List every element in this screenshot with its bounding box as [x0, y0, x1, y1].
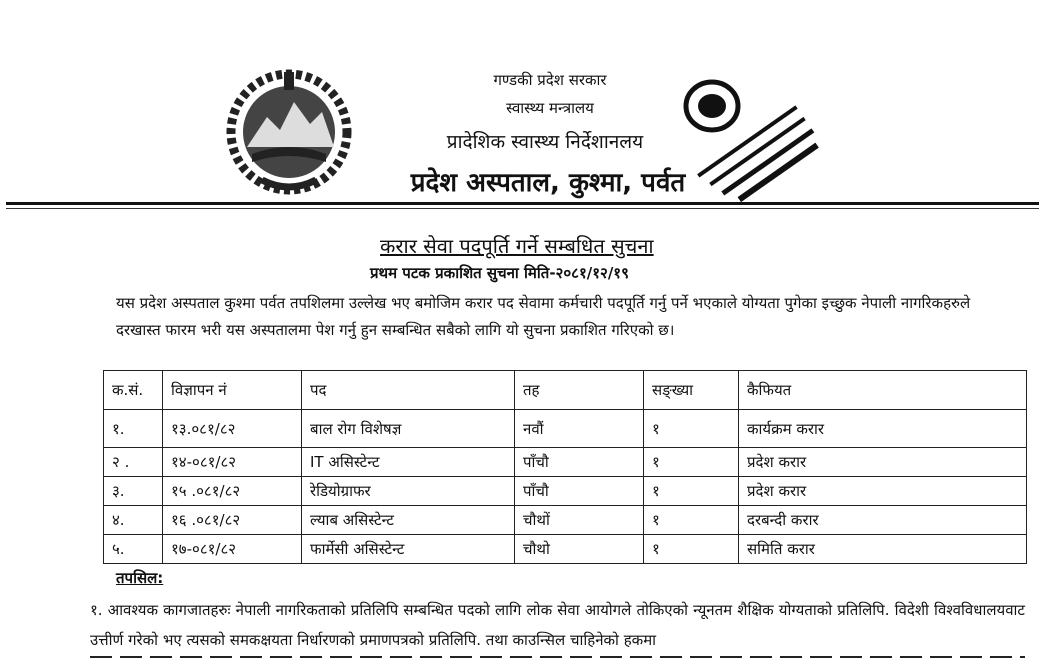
requirements-paragraph: १. आवश्यक कागजातहरुः नेपाली नागरिकताको प्रतिलिपि सम्बन्धित पदको लागि लोक सेवा आयोगले तोकिएको न्यूनतम शैक्षिक योग्यताको प्रतिलिपि. विदेशी विश्वविधालयवाट उत्तीर्ण गरेको भए त्यसको समकक्षयता निर्धारणको प्रमाणपत्रको प्रतिलिपि. तथा काउन्सिल चाहिनेको हकमा — [90, 601, 1025, 649]
vacancy-table — [103, 370, 1027, 564]
ministry-name: स्वास्थ्य मन्त्रालय — [506, 99, 594, 117]
cell-ad-no: १३.०८१/८२ — [163, 410, 302, 448]
cell-sn: ४. — [104, 506, 163, 535]
cell-ad-no: १४-०८१/८२ — [163, 448, 302, 477]
cell-count: १ — [644, 448, 739, 477]
table-row — [104, 477, 1027, 506]
notice-title: करार सेवा पदपूर्ति गर्ने सम्बधित सुचना — [380, 234, 654, 258]
cell-count: १ — [644, 477, 739, 506]
cell-remarks: कार्यक्रम करार — [739, 410, 1027, 448]
cell-remarks: समिति करार — [739, 535, 1027, 564]
col-ad-no: विज्ञापन नं — [163, 371, 302, 410]
header-rule-thin — [6, 208, 1039, 209]
hospital-name: प्रदेश अस्पताल, कुश्मा, पर्वत — [410, 168, 686, 198]
cell-post: IT असिस्टेन्ट — [302, 448, 515, 477]
cell-post: ल्याब असिस्टेन्ट — [302, 506, 515, 535]
notice-intro: यस प्रदेश अस्पताल कुश्मा पर्वत तपशिलमा उल्लेख भए बमोजिम करार पद सेवामा कर्मचारी पदपूर्ति गर्नु पर्ने भएकाले योग्यता पुगेका इच्छुक नेपाली नागरिकहरुले दरखास्त फारम भरी यस अस्पतालमा पेश गर्नु हुन सम्बन्धित सबैको लागि यो सुचना प्रकाशित गरिएको छ। — [116, 294, 971, 339]
cell-level: चौथो — [515, 535, 644, 564]
cell-remarks: प्रदेश करार — [739, 448, 1027, 477]
cell-level: पाँचौ — [515, 477, 644, 506]
tapasil-heading: तपसिल: — [116, 569, 164, 587]
table-header-row — [104, 371, 1027, 410]
cell-sn: २ . — [104, 448, 163, 477]
cell-level: पाँचौ — [515, 448, 644, 477]
cell-count: १ — [644, 535, 739, 564]
gov-name: गण्डकी प्रदेश सरकार — [493, 71, 607, 89]
nepal-emblem-icon — [222, 62, 357, 197]
cell-level: नवौं — [515, 410, 644, 448]
header-rule — [6, 202, 1039, 205]
cell-ad-no: १६ .०८१/८२ — [163, 506, 302, 535]
cell-count: १ — [644, 410, 739, 448]
cell-remarks: दरबन्दी करार — [739, 506, 1027, 535]
cell-sn: १. — [104, 410, 163, 448]
cell-post: रेडियोग्राफर — [302, 477, 515, 506]
col-level: तह — [515, 371, 644, 410]
cell-ad-no: १५ .०८१/८२ — [163, 477, 302, 506]
table-row — [104, 535, 1027, 564]
cropped-next-line — [90, 652, 1025, 660]
cell-post: फार्मेसी असिस्टेन्ट — [302, 535, 515, 564]
cell-post: बाल रोग विशेषज्ञ — [302, 410, 515, 448]
col-count: सङ्ख्या — [644, 371, 739, 410]
col-remarks: कैफियत — [739, 371, 1027, 410]
table-row — [104, 448, 1027, 477]
office-seal-icon — [672, 68, 822, 206]
cell-remarks: प्रदेश करार — [739, 477, 1027, 506]
col-sn: क.सं. — [104, 371, 163, 410]
published-date: प्रथम पटक प्रकाशित सुचना मिति-२०८१/१२/१९ — [370, 264, 629, 282]
directorate-name: प्रादेशिक स्वास्थ्य निर्देशानलय — [446, 131, 644, 153]
col-post: पद — [302, 371, 515, 410]
cell-ad-no: १७-०८१/८२ — [163, 535, 302, 564]
table-row — [104, 506, 1027, 535]
cell-count: १ — [644, 506, 739, 535]
cell-sn: ३. — [104, 477, 163, 506]
cell-level: चौथों — [515, 506, 644, 535]
cell-sn: ५. — [104, 535, 163, 564]
table-row — [104, 410, 1027, 448]
